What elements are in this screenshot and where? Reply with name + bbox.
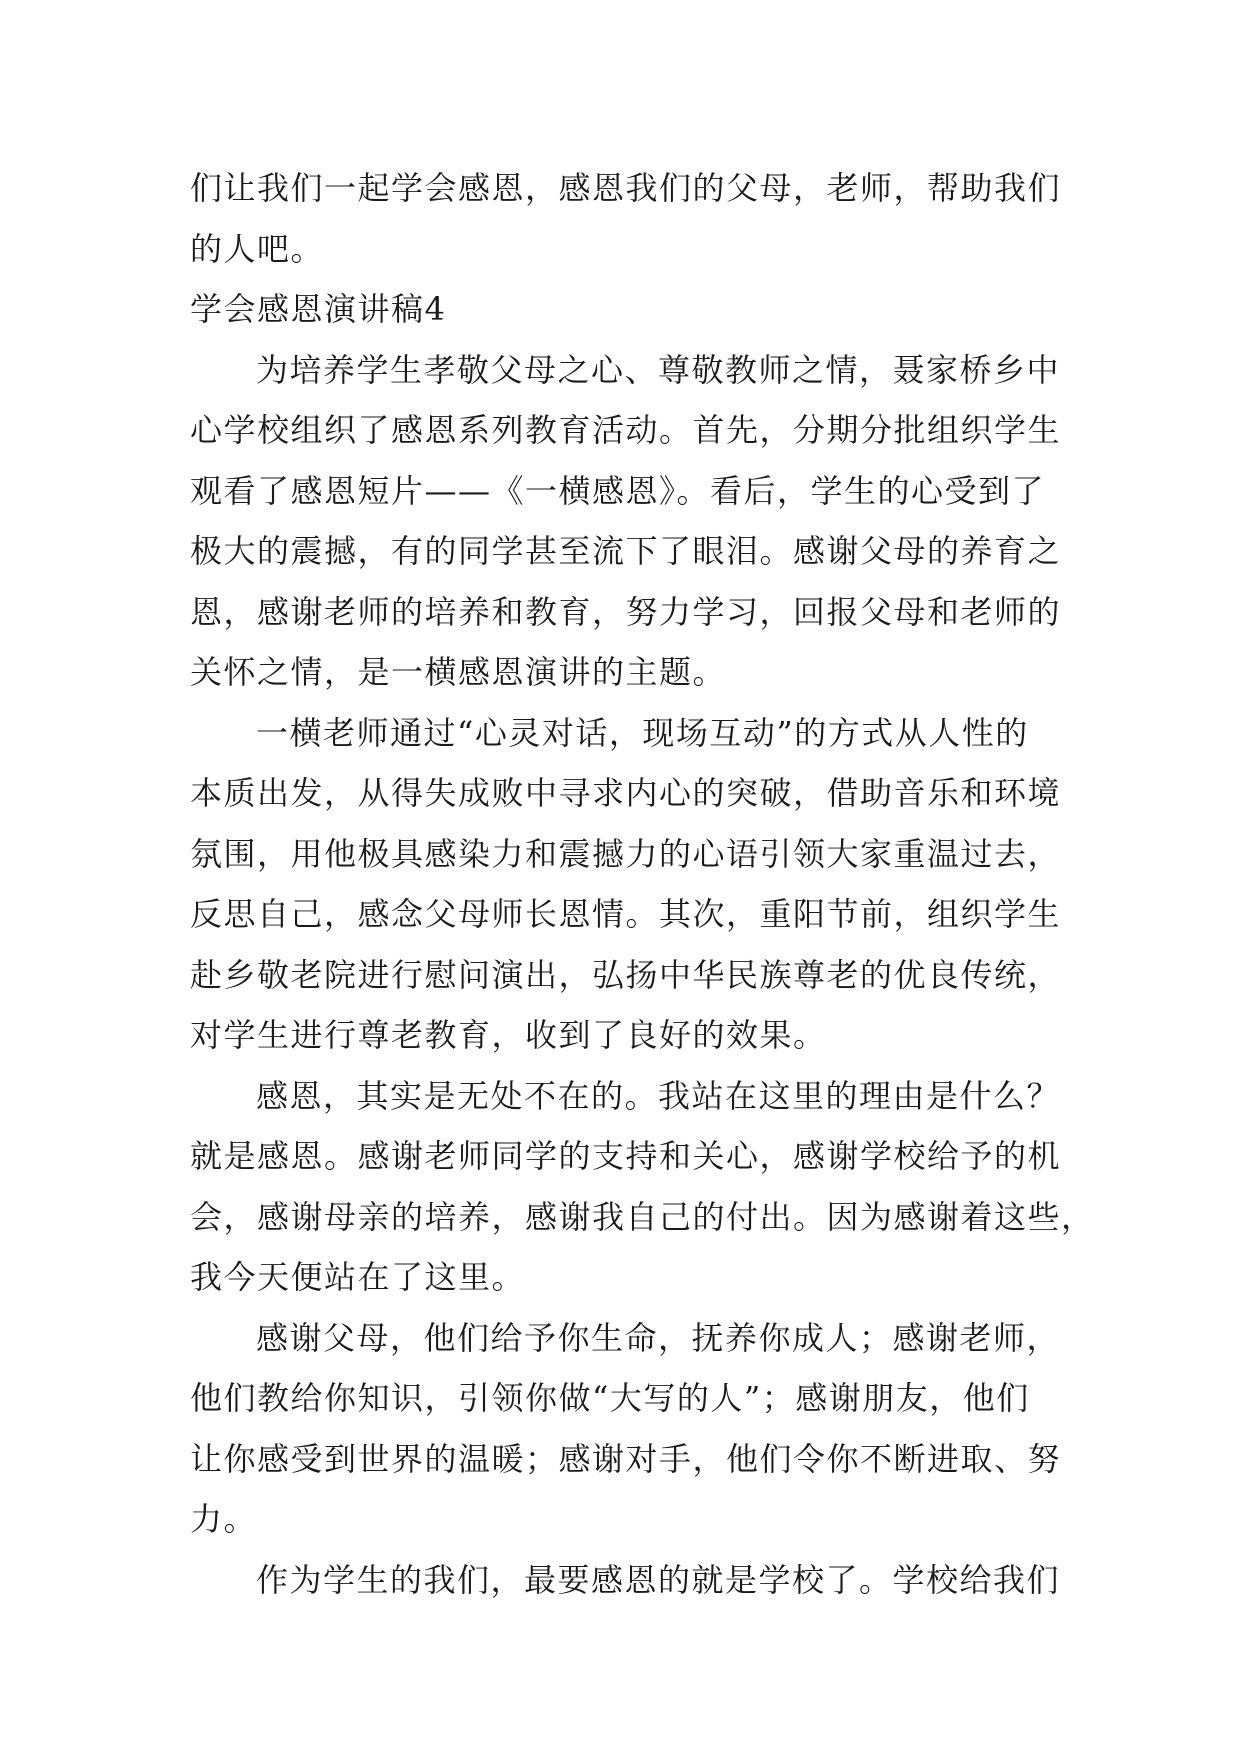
text-line: 心学校组织了感恩系列教育活动。首先，分期分批组织学生 bbox=[190, 411, 1062, 449]
text-line: 观看了感恩短片——《一横感恩》。看后，学生的心受到了 bbox=[190, 471, 1046, 510]
text-line: 感恩，其实是无处不在的。我站在这里的理由是什么？ bbox=[256, 1076, 1061, 1115]
text-line: 作为学生的我们，最要感恩的就是学校了。学校给我们 bbox=[256, 1560, 1061, 1599]
text-line: 为培养学生孝敬父母之心、尊敬教师之情，聂家桥乡中 bbox=[256, 350, 1061, 389]
text-line: 我今天便站在了这里。 bbox=[190, 1258, 526, 1296]
text-line: 一横老师通过“心灵对话，现场互动”的方式从人性的 bbox=[256, 713, 1029, 752]
text-line: 氛围，用他极具感染力和震撼力的心语引领大家重温过去， bbox=[190, 834, 1062, 873]
text-line: 极大的震撼，有的同学甚至流下了眼泪。感谢父母的养育之 bbox=[190, 532, 1062, 570]
text-line: 对学生进行尊老教育，收到了良好的效果。 bbox=[190, 1016, 827, 1054]
text-line: 本质出发，从得失成败中寻求内心的突破，借助音乐和环境 bbox=[190, 774, 1062, 812]
text-line: 赴乡敬老院进行慰问演出，弘扬中华民族尊老的优良传统， bbox=[190, 955, 1062, 994]
text-line: 们让我们一起学会感恩，感恩我们的父母，老师，帮助我们 bbox=[190, 169, 1062, 207]
section-heading: 学会感恩演讲稿4 bbox=[190, 290, 447, 328]
text-line: 的人吧。 bbox=[190, 229, 325, 268]
text-line: 让你感受到世界的温暖；感谢对手，他们令你不断进取、努 bbox=[190, 1439, 1062, 1478]
text-line: 会，感谢母亲的培养，感谢我自己的付出。因为感谢着这些， bbox=[190, 1197, 1095, 1236]
text-line: 就是感恩。感谢老师同学的支持和关心，感谢学校给予的机 bbox=[190, 1137, 1062, 1175]
document-body bbox=[190, 158, 1095, 1610]
text-line: 他们教给你知识，引领你做“大写的人”；感谢朋友，他们 bbox=[190, 1379, 1030, 1417]
text-line: 恩，感谢老师的培养和教育，努力学习，回报父母和老师的 bbox=[190, 592, 1062, 631]
text-line: 反思自己，感念父母师长恩情。其次，重阳节前，组织学生 bbox=[190, 895, 1062, 933]
text-line: 感谢父母，他们给予你生命，抚养你成人；感谢老师， bbox=[256, 1318, 1061, 1357]
text-line: 关怀之情，是一横感恩演讲的主题。 bbox=[190, 653, 727, 691]
text-line: 力。 bbox=[190, 1500, 258, 1538]
